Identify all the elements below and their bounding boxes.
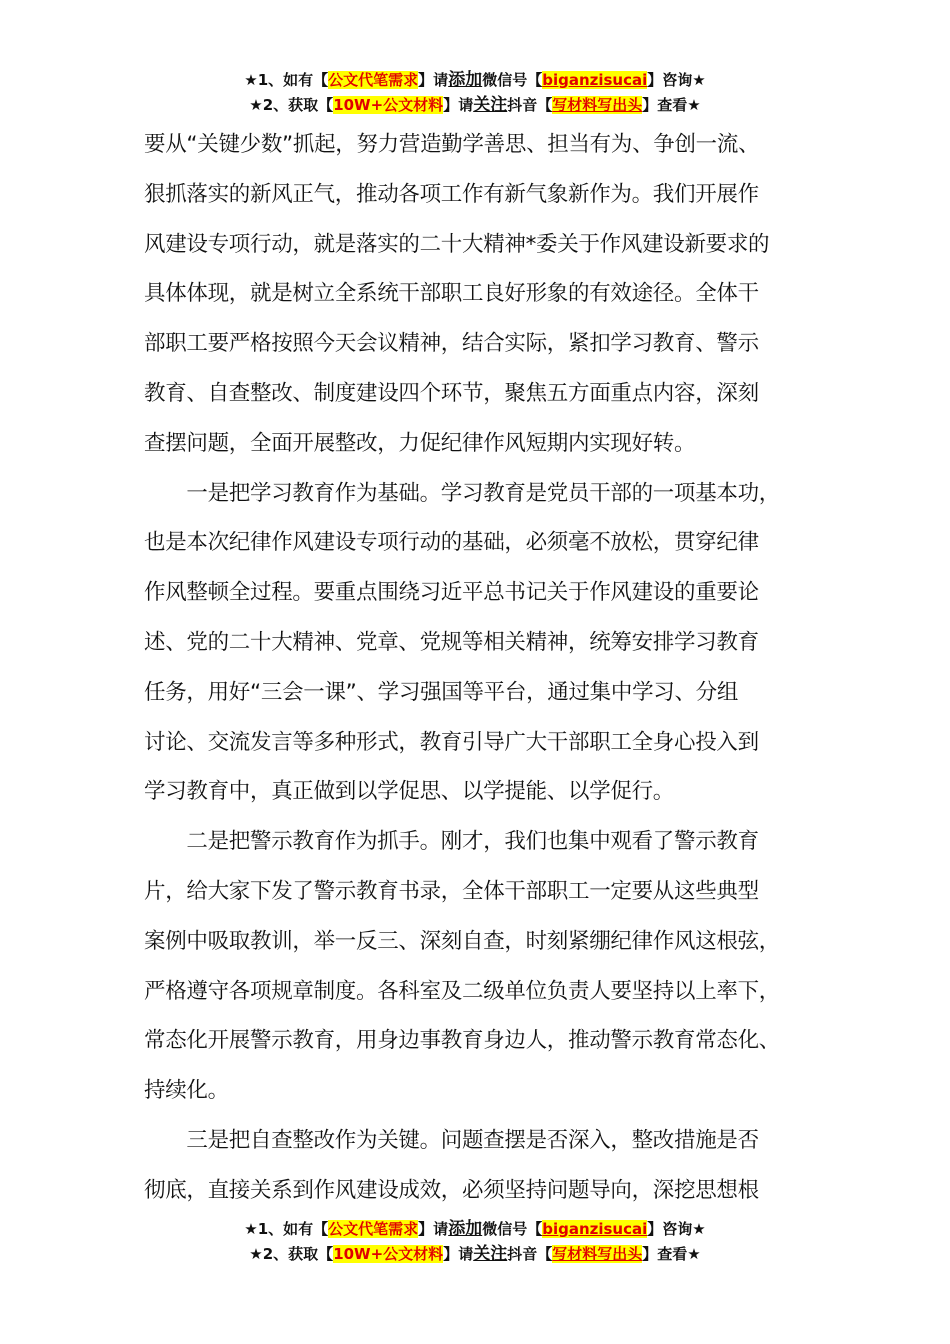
star-icon: ★ [244,71,258,89]
ad-text: 】请 [418,1220,449,1238]
ad-highlight: 10W+公文材料 [333,1245,444,1263]
document-body [144,120,834,1216]
header-ad-line-1 [0,68,950,92]
ad-douyin-name: 写材料写出头 [552,1245,643,1263]
ad-text: 】请 [443,96,474,114]
star-icon: ★ [249,1245,263,1263]
ad-highlight: 公文代笔需求 [328,71,419,89]
text-line: 常态化开展警示教育，用身边事教育身边人，推动警示教育常态化、 [144,1028,781,1054]
text-line: 查摆问题，全面开展整改，力促纪律作风短期内实现好转。 [144,430,696,456]
ad-text: 】查看★ [642,96,701,114]
ad-text: 抖音【 [507,1245,553,1263]
ad-text: 2、获取【 [262,1245,334,1263]
header-ad-line-2 [0,93,950,117]
text-line: 述、党的二十大精神、党章、党规等相关精神，统筹安排学习教育 [144,629,759,655]
ad-text: 1、如有【 [257,1220,329,1238]
text-line: 要从“关键少数”抓起，努力营造勤学善思、担当有为、争创一流、 [144,132,760,157]
ad-text: 】请 [443,1245,474,1263]
ad-text: 微信号【 [482,71,543,89]
ad-highlight: 10W+公文材料 [333,96,444,114]
text-line: 狠抓落实的新风正气，推动各项工作有新气象新作为。我们开展作 [144,181,759,207]
text-line: 具体体现，就是树立全系统干部职工良好形象的有效途径。全体干 [144,281,759,307]
ad-text: 2、获取【 [262,96,334,114]
text-line: 彻底，直接关系到作风建设成效，必须坚持问题导向，深挖思想根 [144,1177,759,1203]
text-line: 风建设专项行动，就是落实的二十大精神*委关于作风建设新要求的 [144,231,770,257]
ad-text: 微信号【 [482,1220,543,1238]
text-line: 作风整顿全过程。要重点围绕习近平总书记关于作风建设的重要论 [144,580,759,606]
ad-text: 】查看★ [642,1245,701,1263]
text-line: 三是把自查整改作为关键。问题查摆是否深入，整改措施是否 [144,1127,759,1153]
text-line: 严格遵守各项规章制度。各科室及二级单位负责人要坚持以上率下， [144,978,781,1004]
ad-emphasis: 添加 [448,70,483,90]
text-line: 讨论、交流发言等多种形式，教育引导广大干部职工全身心投入到 [144,729,759,755]
footer-ad-line-1 [0,1217,950,1241]
ad-text: 】请 [418,71,449,89]
text-line: 部职工要严格按照今天会议精神，结合实际，紧扣学习教育、警示 [144,331,759,357]
text-line: 片，给大家下发了警示教育书录，全体干部职工一定要从这些典型 [144,878,759,904]
ad-emphasis: 关注 [473,1244,508,1264]
text-line: 任务，用好“三会一课”、学习强国等平台，通过集中学习、分组 [144,679,739,705]
ad-wechat-id: biganzisucai [542,71,648,89]
text-line: 二是把警示教育作为抓手。刚才，我们也集中观看了警示教育 [144,829,759,855]
ad-highlight: 公文代笔需求 [328,1220,419,1238]
ad-text: 抖音【 [507,96,553,114]
ad-text: 】咨询★ [647,71,706,89]
text-line: 教育、自查整改、制度建设四个环节，聚焦五方面重点内容，深刻 [144,380,759,406]
star-icon: ★ [249,96,263,114]
ad-douyin-name: 写材料写出头 [552,96,643,114]
ad-wechat-id: biganzisucai [542,1220,648,1238]
star-icon: ★ [244,1220,258,1238]
text-line: 也是本次纪律作风建设专项行动的基础，必须毫不放松，贯穿纪律 [144,530,759,556]
footer-ad-line-2 [0,1242,950,1266]
ad-emphasis: 添加 [448,1219,483,1239]
text-line: 学习教育中，真正做到以学促思、以学提能、以学促行。 [144,779,675,805]
ad-text: 1、如有【 [257,71,329,89]
text-line: 一是把学习教育作为基础。学习教育是党员干部的一项基本功， [144,480,781,506]
ad-text: 】咨询★ [647,1220,706,1238]
ad-emphasis: 关注 [473,95,508,115]
text-line: 案例中吸取教训，举一反三、深刻自查，时刻紧绷纪律作风这根弦， [144,928,781,954]
text-line: 持续化。 [144,1078,229,1104]
